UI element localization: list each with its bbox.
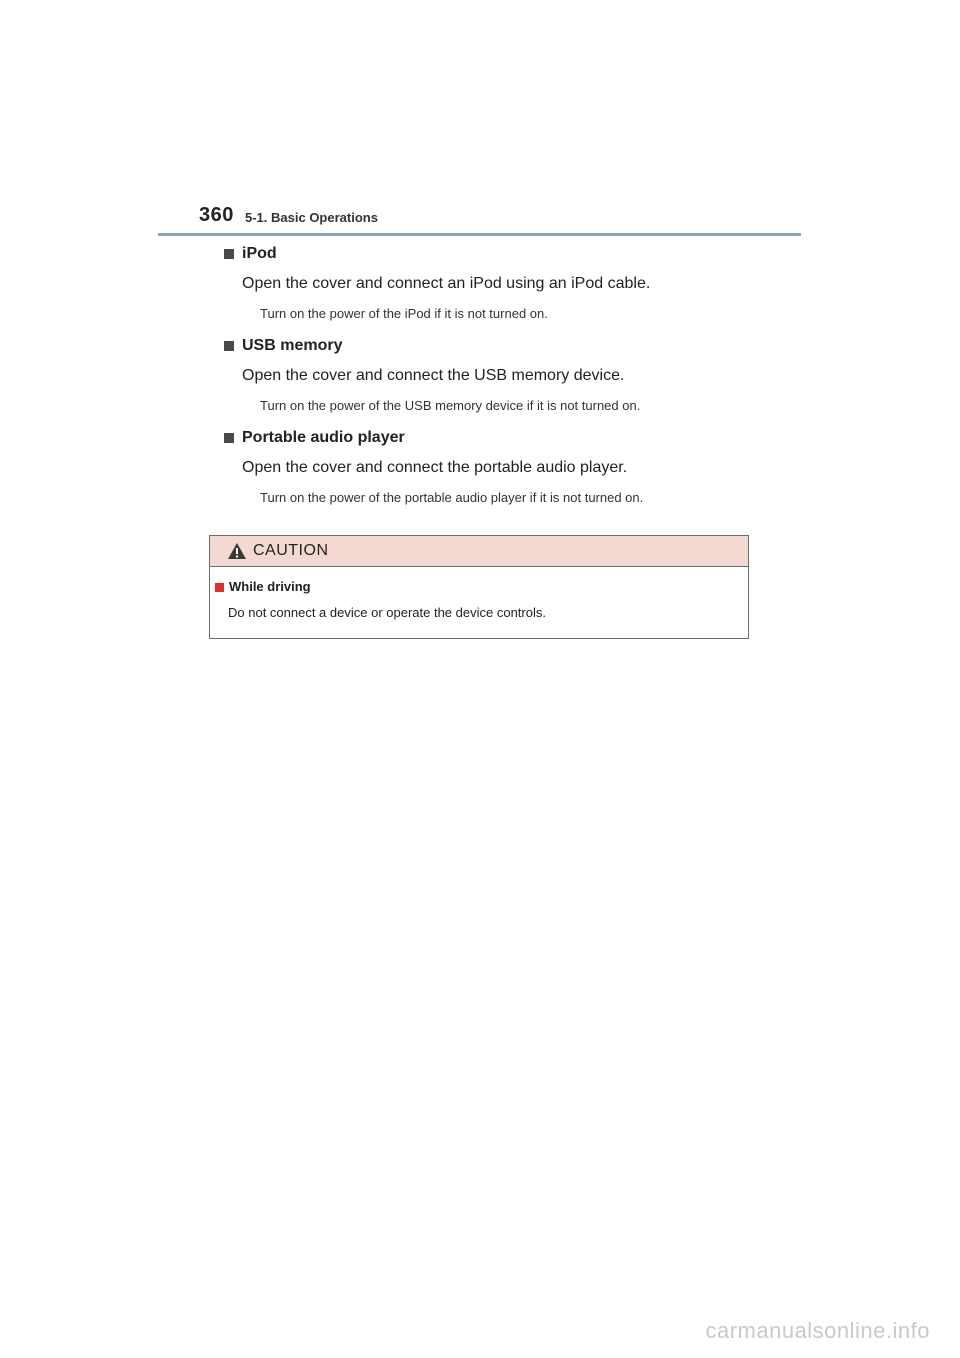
- item-body: Open the cover and connect an iPod using an iPod cable.: [242, 275, 651, 292]
- item-note: Turn on the power of the portable audio player if it is not turned on.: [260, 490, 644, 505]
- watermark: carmanualsonline.info: [705, 1318, 930, 1343]
- caution-box: [209, 535, 749, 639]
- item-body: Open the cover and connect the USB memory device.: [242, 367, 625, 384]
- square-bullet-icon: [224, 433, 234, 443]
- caution-item-title: While driving: [229, 579, 311, 594]
- page-header: [199, 204, 801, 234]
- item-portable-audio-player: [224, 427, 784, 507]
- item-title: USB memory: [242, 337, 343, 354]
- item-title: iPod: [242, 245, 277, 262]
- caution-text: Do not connect a device or operate the device controls.: [228, 605, 546, 620]
- item-note: Turn on the power of the iPod if it is not turned on.: [260, 306, 548, 321]
- square-bullet-icon: [224, 341, 234, 351]
- caution-header: [210, 536, 748, 567]
- item-usb-memory: [224, 335, 784, 415]
- item-ipod: [224, 243, 784, 323]
- item-note: Turn on the power of the USB memory device if it is not turned on.: [260, 398, 641, 413]
- square-bullet-icon: [224, 249, 234, 259]
- page-number: 360: [199, 204, 234, 226]
- section-title: 5-1. Basic Operations: [245, 210, 378, 225]
- item-body: Open the cover and connect the portable audio player.: [242, 459, 628, 476]
- caution-label: CAUTION: [253, 542, 329, 559]
- warning-triangle-icon: [227, 542, 247, 560]
- header-divider: [158, 233, 801, 236]
- square-bullet-icon: [215, 583, 224, 592]
- item-title: Portable audio player: [242, 429, 405, 446]
